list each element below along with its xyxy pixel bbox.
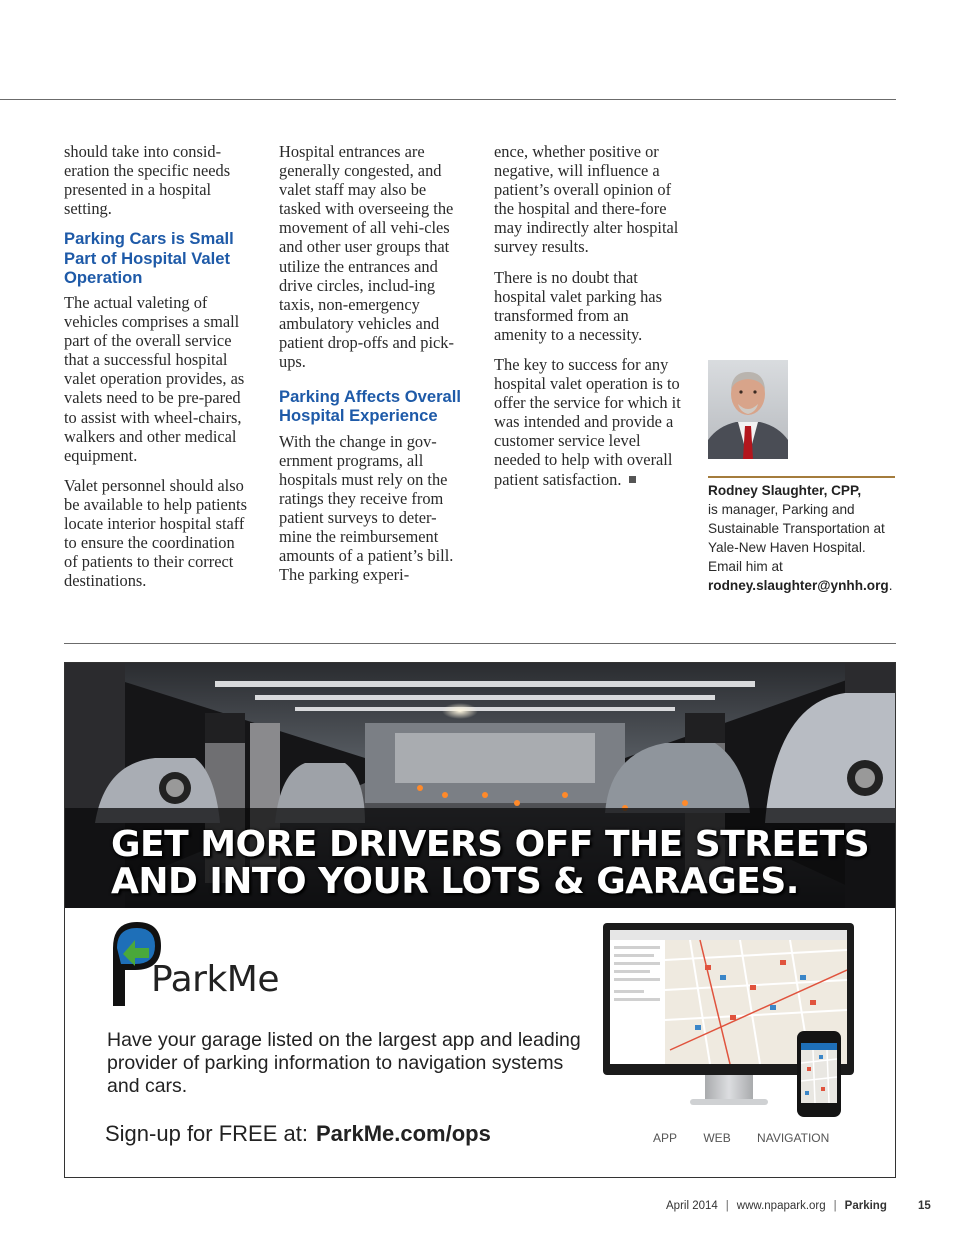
parkme-wordmark: ParkMe: [151, 959, 280, 1000]
platform-label-app: APP: [653, 1131, 678, 1145]
monitor-base: [690, 1099, 768, 1105]
ad-body-text: Have your garage listed on the largest app and leading provider of parking information to navigation systems and cars.: [107, 1029, 581, 1097]
article-column-2: [279, 142, 467, 595]
cta-label: Sign-up for FREE at:: [105, 1121, 308, 1146]
platform-label-navigation: NAVIGATION: [757, 1131, 830, 1145]
author-name: Rodney Slaughter, CPP,: [708, 483, 862, 498]
paragraph: With the change in gov-ernment programs, all hospitals must rely on the ratings they receive from patient surveys to deter-mine the reimbursement amounts of a patient’s bill. The parking experi-: [279, 431, 454, 585]
author-bio: [708, 481, 903, 595]
footer-magazine-name: Parking: [844, 1200, 887, 1212]
article-column-3: [494, 142, 682, 500]
ad-headline: [111, 826, 869, 900]
author-description: is manager, Parking and Sustainable Transportation at Yale-New Haven Hospital. Email him at: [708, 502, 885, 574]
paragraph: The actual valeting of vehicles comprises a small part of the overall service that a successful hospital valet operation provides, as valets need to be pre-pared to assist with wheel-chairs, walkers and other medical equipment.: [64, 292, 245, 465]
monitor-stand: [705, 1075, 753, 1101]
ad-signup-cta: [105, 1121, 491, 1147]
section-heading: Parking Affects Overall Hospital Experience: [279, 387, 461, 426]
parkme-app-screenshot: [801, 1043, 837, 1103]
author-divider: [708, 476, 895, 478]
ad-top-rule: [64, 643, 896, 644]
ad-headline-line-1: GET MORE DRIVERS OFF THE STREETS: [111, 824, 870, 865]
section-heading: Parking Cars is Small Part of Hospital Valet Operation: [64, 229, 234, 287]
paragraph-text: The key to success for any hospital valet operation is to offer the service for which it was intended and provide a customer service level needed to help with overall patient satisfaction.: [494, 354, 681, 489]
article-column-1: [64, 142, 252, 601]
author-photo: [708, 360, 788, 459]
paragraph: should take into consid-eration the specific needs presented in a hospital setting.: [64, 142, 231, 219]
page-footer: [666, 1200, 887, 1212]
paragraph: Valet personnel should also be available to help patients locate interior hospital staff to ensure the coordination of patients to their correct destinations.: [64, 475, 247, 591]
footer-separator: |: [725, 1200, 729, 1212]
footer-site-link[interactable]: www.npapark.org: [736, 1200, 826, 1212]
cta-url-link[interactable]: ParkMe.com/ops: [315, 1121, 491, 1146]
paragraph: [494, 355, 682, 489]
end-of-article-mark: [629, 476, 636, 483]
author-bio-period: .: [888, 578, 893, 593]
footer-separator: |: [833, 1200, 837, 1212]
paragraph: ence, whether positive or negative, will influence a patient’s overall opinion of the hospital and there-fore may indirectly alter hospital survey results.: [494, 142, 679, 257]
paragraph: There is no doubt that hospital valet parking has transformed from an amenity to a necessity.: [494, 267, 662, 344]
author-email: rodney.slaughter@ynhh.org: [708, 578, 889, 593]
platform-label-web: WEB: [703, 1131, 731, 1145]
ad-headline-line-2: AND INTO YOUR LOTS & GARAGES.: [111, 861, 799, 902]
page-number: 15: [918, 1200, 931, 1212]
footer-date: April 2014: [666, 1200, 718, 1212]
top-rule: [0, 99, 896, 100]
paragraph: Hospital entrances are generally congested, and valet staff may also be tasked with overseeing the movement of all vehi-cles and other user groups that utilize the entrances and drive circles, includ-ing taxis, non-emergency ambulatory vehicles and patient drop-offs and pick-ups.: [279, 142, 454, 372]
platform-labels: [653, 1131, 852, 1145]
smartphone-image: [797, 1031, 841, 1117]
parkme-advertisement: [64, 662, 896, 1178]
parking-garage-photo: [65, 663, 895, 908]
